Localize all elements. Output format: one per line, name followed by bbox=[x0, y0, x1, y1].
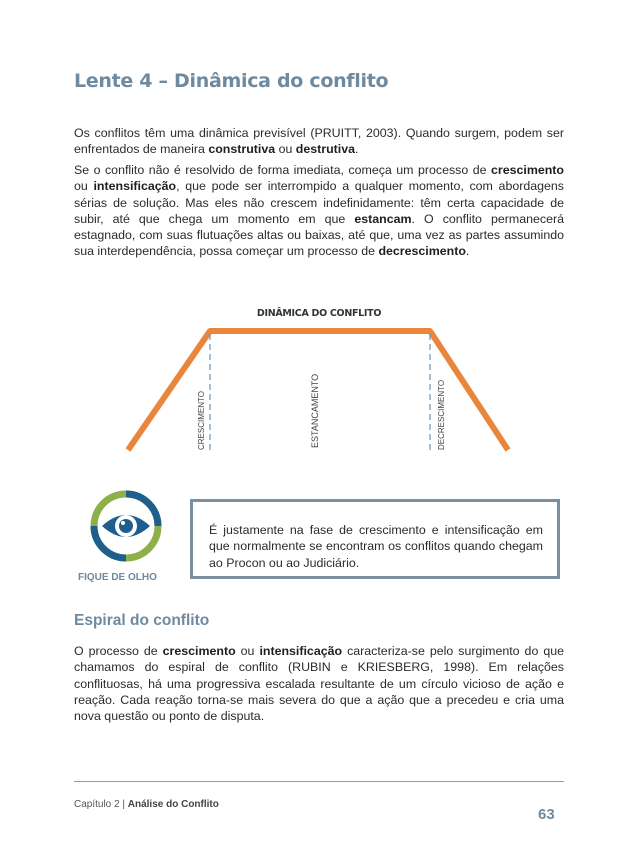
bold-term: intensificação bbox=[259, 644, 343, 658]
bold-term: crescimento bbox=[490, 163, 564, 177]
text-run: ou bbox=[74, 179, 94, 194]
eye-icon bbox=[90, 490, 162, 562]
callout-text: É justamente na fase de crescimento e intensificação em que normalmente se encontram os conflitos quando chegam ao Procon ou ao Judiciário. bbox=[209, 523, 543, 570]
text-run: , que pode ser interrompido a qualquer momento, com abordagens sérias de solução. Mas eles não crescem indefinidamente: têm certa capacidade de subir, até que chega um momento em que bbox=[74, 179, 565, 226]
decrease-label: DECRESCIMENTO bbox=[437, 379, 446, 450]
footer-chapter bbox=[74, 799, 219, 810]
text-run: Os conflitos têm uma dinâmica previsível (PRUITT, 2003). Quando surgem, podem ser enfrentados de maneira bbox=[74, 126, 564, 157]
text-run: Se o conflito não é resolvido de forma imediata, começa um processo de bbox=[74, 163, 491, 177]
footer-divider bbox=[74, 781, 564, 782]
bold-term: estancam bbox=[354, 211, 412, 226]
chapter-label: Capítulo 2 | bbox=[74, 799, 128, 810]
text-run: . bbox=[465, 244, 470, 259]
text-run: caracteriza-se pelo surgimento do que chamamos do espiral de conflito (RUBIN e KRIESBERG, 1998). Em relações conflituosas, há uma progressiva escalada resultante de um círculo vicioso de ação e reação. Cada reação torna-se mais severa do que a ação que a precedeu e cria uma nova questão ou ponto de disputa. bbox=[74, 644, 564, 724]
text-run: . O conflito permanecerá estagnado, com suas flutuações altas ou baixas, até que, uma vez as partes assumindo sua interdependência, possa começar um processo de bbox=[74, 211, 564, 259]
text-run: ou bbox=[235, 644, 260, 658]
bold-term: destrutiva bbox=[295, 142, 356, 157]
callout-box bbox=[190, 499, 560, 579]
text-run: . bbox=[355, 142, 359, 157]
bold-term: construtiva bbox=[208, 142, 276, 157]
growth-label: CRESCIMENTO bbox=[197, 391, 206, 450]
chapter-title: Análise do Conflito bbox=[127, 799, 219, 810]
bold-term: decrescimento bbox=[378, 244, 466, 259]
text-run: ou bbox=[275, 142, 296, 157]
bold-term: intensificação bbox=[93, 179, 177, 194]
stagnation-label: ESTANCAMENTO bbox=[310, 373, 320, 448]
conflict-dynamics-diagram bbox=[110, 300, 530, 465]
page-title: Lente 4 – Dinâmica do conflito bbox=[74, 70, 389, 92]
page-number: 63 bbox=[538, 806, 555, 823]
watch-out-caption: FIQUE DE OLHO bbox=[78, 572, 157, 583]
section-subtitle: Espiral do conflito bbox=[74, 612, 210, 629]
dynamics-paragraph bbox=[74, 162, 564, 260]
intro-paragraph bbox=[74, 125, 564, 158]
spiral-paragraph bbox=[74, 643, 564, 724]
text-run: O processo de bbox=[74, 644, 163, 658]
bold-term: crescimento bbox=[162, 644, 236, 658]
diagram-title: DINÂMICA DO CONFLITO bbox=[256, 308, 382, 319]
